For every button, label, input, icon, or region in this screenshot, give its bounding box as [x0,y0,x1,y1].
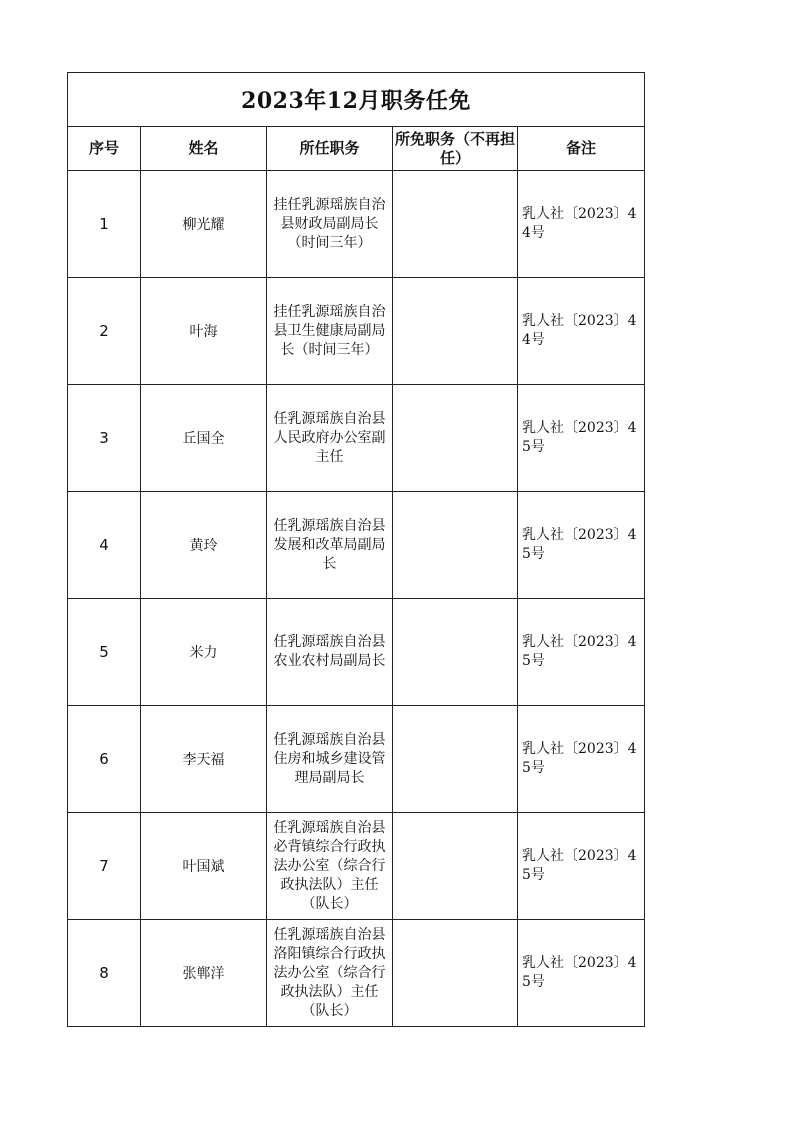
row-name: 李天福 [141,706,267,813]
row-removed [393,599,518,706]
table-row [68,920,645,1027]
row-removed [393,278,518,385]
row-note [518,492,645,599]
row-appointed: 挂任乳源瑶族自治县财政局副局长（时间三年） [267,171,393,278]
row-name: 米力 [141,599,267,706]
row-appointed: 任乳源瑶族自治县人民政府办公室副主任 [267,385,393,492]
row-note [518,171,645,278]
row-note [518,813,645,920]
row-name: 黄玲 [141,492,267,599]
row-note-text: 乳人社〔2023〕44号 [522,313,637,348]
row-seq: 6 [68,706,141,813]
header-row [68,127,645,171]
row-appointed: 任乳源瑶族自治县洛阳镇综合行政执法办公室（综合行政执法队）主任（队长） [267,920,393,1027]
table-row [68,599,645,706]
row-name: 叶海 [141,278,267,385]
row-removed [393,492,518,599]
row-note [518,599,645,706]
table-row [68,278,645,385]
header-appointed: 所任职务 [267,127,393,171]
row-name: 张郸洋 [141,920,267,1027]
row-note-text: 乳人社〔2023〕45号 [522,955,637,990]
row-name: 丘国全 [141,385,267,492]
row-name: 柳光耀 [141,171,267,278]
row-note-text: 乳人社〔2023〕45号 [522,634,637,669]
row-note [518,706,645,813]
row-removed [393,385,518,492]
row-note-text: 乳人社〔2023〕45号 [522,741,637,776]
row-appointed: 任乳源瑶族自治县住房和城乡建设管理局副局长 [267,706,393,813]
header-seq: 序号 [68,127,141,171]
row-note [518,278,645,385]
table-row [68,385,645,492]
row-seq: 7 [68,813,141,920]
row-name: 叶国斌 [141,813,267,920]
row-note [518,385,645,492]
row-seq: 3 [68,385,141,492]
appointment-table [67,72,645,1027]
table-row [68,813,645,920]
row-note-text: 乳人社〔2023〕45号 [522,848,637,883]
row-removed [393,706,518,813]
table-row [68,706,645,813]
header-removed: 所免职务（不再担任） [393,127,518,171]
row-seq: 2 [68,278,141,385]
table-title: 2023年12月职务任免 [68,73,645,127]
row-note-text: 乳人社〔2023〕45号 [522,420,637,455]
row-removed [393,813,518,920]
row-note-text: 乳人社〔2023〕45号 [522,527,637,562]
row-appointed: 任乳源瑶族自治县农业农村局副局长 [267,599,393,706]
row-appointed: 任乳源瑶族自治县发展和改革局副局长 [267,492,393,599]
row-removed [393,920,518,1027]
row-appointed: 任乳源瑶族自治县必背镇综合行政执法办公室（综合行政执法队）主任（队长） [267,813,393,920]
row-seq: 1 [68,171,141,278]
row-note [518,920,645,1027]
row-note-text: 乳人社〔2023〕44号 [522,206,637,241]
table-row [68,171,645,278]
row-seq: 4 [68,492,141,599]
header-note: 备注 [518,127,645,171]
row-seq: 8 [68,920,141,1027]
row-removed [393,171,518,278]
table-row [68,492,645,599]
row-seq: 5 [68,599,141,706]
row-appointed: 挂任乳源瑶族自治县卫生健康局副局长（时间三年） [267,278,393,385]
header-name: 姓名 [141,127,267,171]
